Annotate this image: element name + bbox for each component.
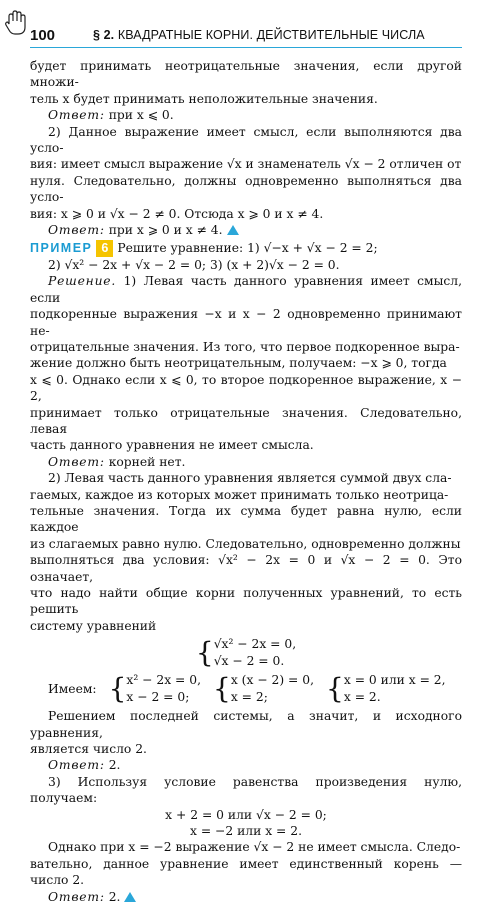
text-line: из слагаемых равно нулю. Следовательно, одновременно должны bbox=[30, 536, 461, 551]
answer-line: Ответ: 2. bbox=[48, 758, 121, 773]
example-heading: ПРИМЕР 6 Решите уравнение: 1) √−x + √x − 2 = 2; bbox=[30, 241, 378, 256]
text-line: часть данного уравнения не имеет смысла. bbox=[30, 438, 314, 453]
equation-line: x = −2 или x = 2. bbox=[190, 824, 302, 839]
text-line: тель x будет принимать неположительные значения. bbox=[30, 91, 378, 106]
text-line: принимает только отрицательные значения. Следовательно, левая bbox=[30, 405, 462, 436]
text-line: вия: x ⩾ 0 и √x − 2 ≠ 0. Отсюда x ⩾ 0 и x ≠ 4. bbox=[30, 206, 324, 221]
answer-line: Ответ: 2. bbox=[30, 889, 462, 905]
triangle-icon bbox=[227, 225, 239, 235]
text-line: подкоренные выражения −x и x − 2 одновременно принимают не- bbox=[30, 307, 462, 338]
have-label: Имеем: bbox=[48, 682, 97, 697]
text-line: Однако при x = −2 выражение √x − 2 не имеет смысла. Следо- bbox=[48, 840, 461, 855]
text-line: что надо найти общие корни полученных уравнений, то есть решить bbox=[30, 586, 462, 617]
text-line: нуля. Следовательно, должны одновременно выполняться два усло- bbox=[30, 173, 462, 205]
text-line: отрицательные значения. Из того, что первое подкоренное выра- bbox=[30, 339, 460, 354]
equation-system: { √x² − 2x = 0, √x − 2 = 0. bbox=[195, 636, 297, 670]
section-title: § 2. КВАДРАТНЫЕ КОРНИ. ДЕЙСТВИТЕЛЬНЫЕ ЧИСЛА bbox=[93, 28, 425, 42]
text-line: 2) √x² − 2x + √x − 2 = 0; 3) (x + 2)√x − 2 = 0. bbox=[48, 257, 340, 272]
answer-line: Ответ: корней нет. bbox=[48, 454, 186, 469]
answer-line: Ответ: при x ⩾ 0 и x ≠ 4. bbox=[30, 222, 462, 238]
text-line: систему уравнений bbox=[30, 618, 157, 633]
header-rule bbox=[30, 47, 462, 48]
equation-line: x + 2 = 0 или √x − 2 = 0; bbox=[165, 807, 327, 822]
text-line: вия: имеет смысл выражение √x и знаменатель √x − 2 отличен от bbox=[30, 157, 462, 172]
page-header bbox=[0, 0, 486, 58]
page-body bbox=[30, 58, 462, 905]
text-line: вательно, данное уравнение имеет единственный корень — число 2. bbox=[30, 856, 462, 888]
text-line: 3) Используя условие равенства произведения нулю, получаем: bbox=[30, 774, 462, 806]
text-line: выполняться два условия: √x² − 2x = 0 и √x − 2 = 0. Это означает, bbox=[30, 553, 462, 584]
text-line: 2) Левая часть данного уравнения является суммой двух сла- bbox=[48, 471, 452, 486]
text-line: является число 2. bbox=[30, 742, 147, 757]
page-number: 100 bbox=[30, 27, 56, 44]
example-number-badge: 6 bbox=[96, 240, 113, 256]
text-line: x ⩽ 0. Однако если x ⩽ 0, то второе подкоренное выражение, x − 2, bbox=[30, 372, 462, 404]
text-line: тельные значения. Тогда их сумма будет равна нулю, если каждое bbox=[30, 503, 462, 535]
text-line: Решением последней системы, а значит, и исходного уравнения, bbox=[30, 709, 462, 740]
text-line: гаемых, каждое из которых может принимать только неотрица- bbox=[30, 487, 449, 502]
solution-line: Решение. 1) Левая часть данного уравнения имеет смысл, если bbox=[30, 274, 462, 305]
triangle-icon bbox=[124, 892, 136, 902]
pointing-hand-icon bbox=[5, 10, 27, 36]
text-line: жение должно быть неотрицательным, получаем: −x ⩾ 0, тогда bbox=[30, 356, 447, 371]
equation-systems-row: Имеем: { x² − 2x = 0, x − 2 = 0; { x (x − 2) = 0, x = 2; { x = 0 или x = 2, x = 2. bbox=[48, 672, 446, 706]
answer-line: Ответ: при x ⩽ 0. bbox=[48, 108, 174, 123]
text-line: будет принимать неотрицательные значения, если другой множи- bbox=[30, 59, 462, 90]
text-line: 2) Данное выражение имеет смысл, если выполняются два усло- bbox=[30, 124, 462, 156]
